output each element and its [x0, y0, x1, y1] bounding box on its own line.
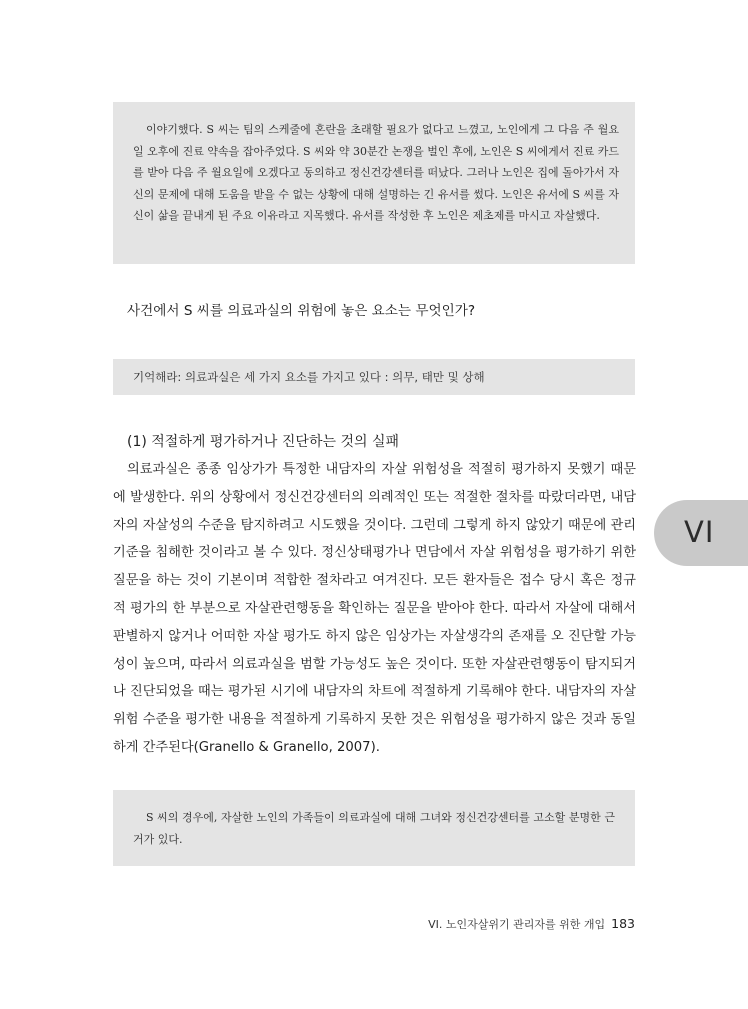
remember-box [113, 359, 635, 395]
case-study-box [113, 102, 635, 264]
section-heading: (1) 적절하게 평가하거나 진단하는 것의 실패 [127, 434, 399, 450]
case-note-box [113, 790, 635, 866]
chapter-tab [654, 500, 748, 566]
case-study-text: 이야기했다. S 씨는 팀의 스케줄에 혼란을 초래할 필요가 없다고 느꼈고, 노인에게 그 다음 주 월요일 오후에 진료 약속을 잡아주었다. S 씨와 약 30분간 논쟁을 벌인 후에, 노인은 S 씨에게서 진료 카드를 받아 다음 주 월요일에 오겠다고 동의하고 정신건강센터를 떠났다. 그러나 노인은 집에 돌아가서 자신의 문제에 대해 도움을 받을 수 없는 상황에 대해 설명하는 긴 유서를 썼다. 노인은 유서에 S 씨를 자신이 삶을 끝내게 된 주요 이유라고 지목했다. 유서를 작성한 후 노인은 제초제를 마시고 자살했다. [133, 123, 619, 223]
section-body-paragraph: 의료과실은 종종 임상가가 특정한 내담자의 자살 위험성을 적절히 평가하지 못했기 때문에 발생한다. 위의 상황에서 정신건강센터의 의례적인 또는 적절한 절차를 따랐더라면, 내담자의 자살성의 수준을 탐지하려고 시도했을 것이다. 그런데 그렇게 하지 않았기 때문에 관리 기준을 침해한 것이라고 볼 수 있다. 정신상태평가나 면담에서 자살 위험성을 평가하기 위한 질문을 하는 것이 기본이며 적합한 절차라고 여겨진다. 모든 환자들은 접수 당시 혹은 정규적 평가의 한 부분으로 자살관련행동을 확인하는 질문을 받아야 한다. 따라서 자살에 대해서 판별하지 않거나 어떠한 자살 평가도 하지 않은 임상가는 자살생각의 존재를 오 진단할 가능성이 높으며, 따라서 의료과실을 범할 가능성도 높은 것이다. 또한 자살관련행동이 탐지되거나 진단되었을 때는 평가된 시기에 내담자의 차트에 적절하게 기록해야 한다. 내담자의 자살 위험 수준을 평가한 내용을 적절하게 기록하지 못한 것은 위험성을 평가하지 않은 것과 동일하게 간주된다(Granello & Granello, 2007). [113, 462, 636, 755]
discussion-question: 사건에서 S 씨를 의료과실의 위험에 놓은 요소는 무엇인가? [127, 303, 476, 319]
section-body [113, 456, 636, 762]
running-title: VI. 노인자살위기 관리자를 위한 개입 [428, 918, 606, 931]
case-note-text: S 씨의 경우에, 자살한 노인의 가족들이 의료과실에 대해 그녀와 정신건강센터를 고소할 분명한 근거가 있다. [133, 811, 615, 846]
remember-text: 기억해라: 의료과실은 세 가지 요소를 가지고 있다 : 의무, 태만 및 상해 [133, 370, 485, 384]
page-number: 183 [611, 916, 635, 931]
chapter-tab-label: VI [684, 515, 715, 549]
page-footer [428, 915, 635, 934]
